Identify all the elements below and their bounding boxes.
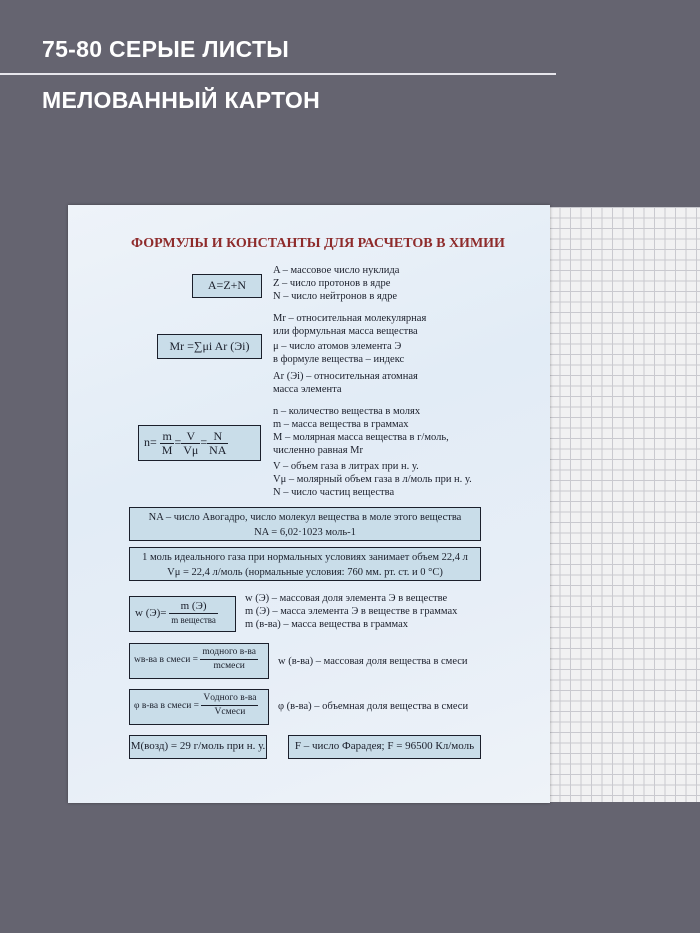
desc-a: A – массовое число нуклида xyxy=(273,265,400,276)
desc-w-element: w (Э) – массовая доля элемента Э в веществе xyxy=(245,593,448,604)
frac-volume-mixture: $\frac{\text{Vодного в-ва}}{\text{Vсмеси}}$ xyxy=(203,693,257,718)
ideal-gas-box: 1 моль идеального газа при нормальных условиях занимает объем 22,4 л Vμ = 22,4 л/моль (нормальные условия: 760 мм. рт. ст. и 0 °C) xyxy=(129,547,481,581)
faraday-constant-box: F – число Фарадея; F = 96500 Кл/моль xyxy=(288,735,481,759)
desc-ar-2: масса элемента xyxy=(273,384,342,395)
desc-w-mixture: w (в-ва) – массовая доля вещества в смеси xyxy=(278,656,468,667)
desc-z: Z – число протонов в ядре xyxy=(273,278,391,289)
air-molar-mass-box: M(возд) = 29 г/моль при н. у. xyxy=(129,735,267,759)
desc-ar-1: Ar (Эi) – относительная атомная xyxy=(273,371,418,382)
desc-n-particles: N – число частиц вещества xyxy=(273,487,395,498)
grid-paper-page xyxy=(548,207,700,802)
frac-n-over-na: $\frac{N}{NA}$ xyxy=(209,428,227,457)
formula-mass-number: A=Z+N xyxy=(192,274,262,298)
desc-vmu: Vμ – молярный объем газа в л/моль при н. у. xyxy=(273,474,472,485)
desc-phi-mixture: φ (в-ва) – объемная доля вещества в смеси xyxy=(278,701,469,712)
desc-mr-1: Mr – относительная молекулярная xyxy=(273,313,427,324)
heading-sheets: 75-80 СЕРЫЕ ЛИСТЫ xyxy=(42,36,290,62)
frac-mass-mixture: $\frac{\text{mодного в-ва}}{\text{mсмеси}}$ xyxy=(202,647,256,672)
formula-mass-fraction-element: w (Э)= $\frac{m (Э)}{\text{m вещества}}$ xyxy=(129,596,236,632)
header-divider xyxy=(0,73,556,75)
desc-mu-2: в формуле вещества – индекс xyxy=(273,354,405,365)
desc-n: N – число нейтронов в ядре xyxy=(273,291,397,302)
desc-molar-mass-1: M – молярная масса вещества в г/моль, xyxy=(273,432,449,443)
desc-v-liters: V – объем газа в литрах при н. у. xyxy=(273,461,419,472)
desc-n-moles: n – количество вещества в молях xyxy=(273,406,421,417)
desc-mr-2: или формульная масса вещества xyxy=(273,326,418,337)
frac-element-mass: $\frac{m (Э)}{\text{m вещества}}$ xyxy=(171,599,216,625)
cover-title: ФОРМУЛЫ И КОНСТАНТЫ ДЛЯ РАСЧЕТОВ В ХИМИИ xyxy=(131,236,505,251)
formula-amount-of-substance: n= $\frac{m}{M}$ = $\frac{V}{V\mu}$ = $\frac{N}{NA}$ xyxy=(138,425,261,461)
frac-v-over-vmu: $\frac{V}{V\mu}$ xyxy=(183,428,199,457)
desc-m-element: m (Э) – масса элемента Э в веществе в граммах xyxy=(245,606,458,617)
frac-m-over-M: $\frac{m}{M}$ xyxy=(161,428,173,457)
desc-molar-mass-2: численно равная Mr xyxy=(273,445,364,456)
formula-molecular-mass: Mr =∑μi Ar (Эi) xyxy=(157,334,262,359)
heading-cover-material: МЕЛОВАННЫЙ КАРТОН xyxy=(42,87,321,113)
avogadro-box: NA – число Авогадро, число молекул вещества в моле этого вещества NA = 6,02·1023 моль-1 xyxy=(129,507,481,541)
formula-volume-fraction-mixture: φ в-ва в смеси = $\frac{\text{Vодного в-ва}}{\text{Vсмеси}}$ xyxy=(129,689,269,725)
desc-mu-1: μ – число атомов элемента Э xyxy=(273,341,402,352)
desc-m-substance: m (в-ва) – масса вещества в граммах xyxy=(245,619,409,630)
desc-m-grams: m – масса вещества в граммах xyxy=(273,419,409,430)
formula-mass-fraction-mixture: wв-ва в смеси = $\frac{\text{mодного в-ва}}{\text{mсмеси}}$ xyxy=(129,643,269,679)
